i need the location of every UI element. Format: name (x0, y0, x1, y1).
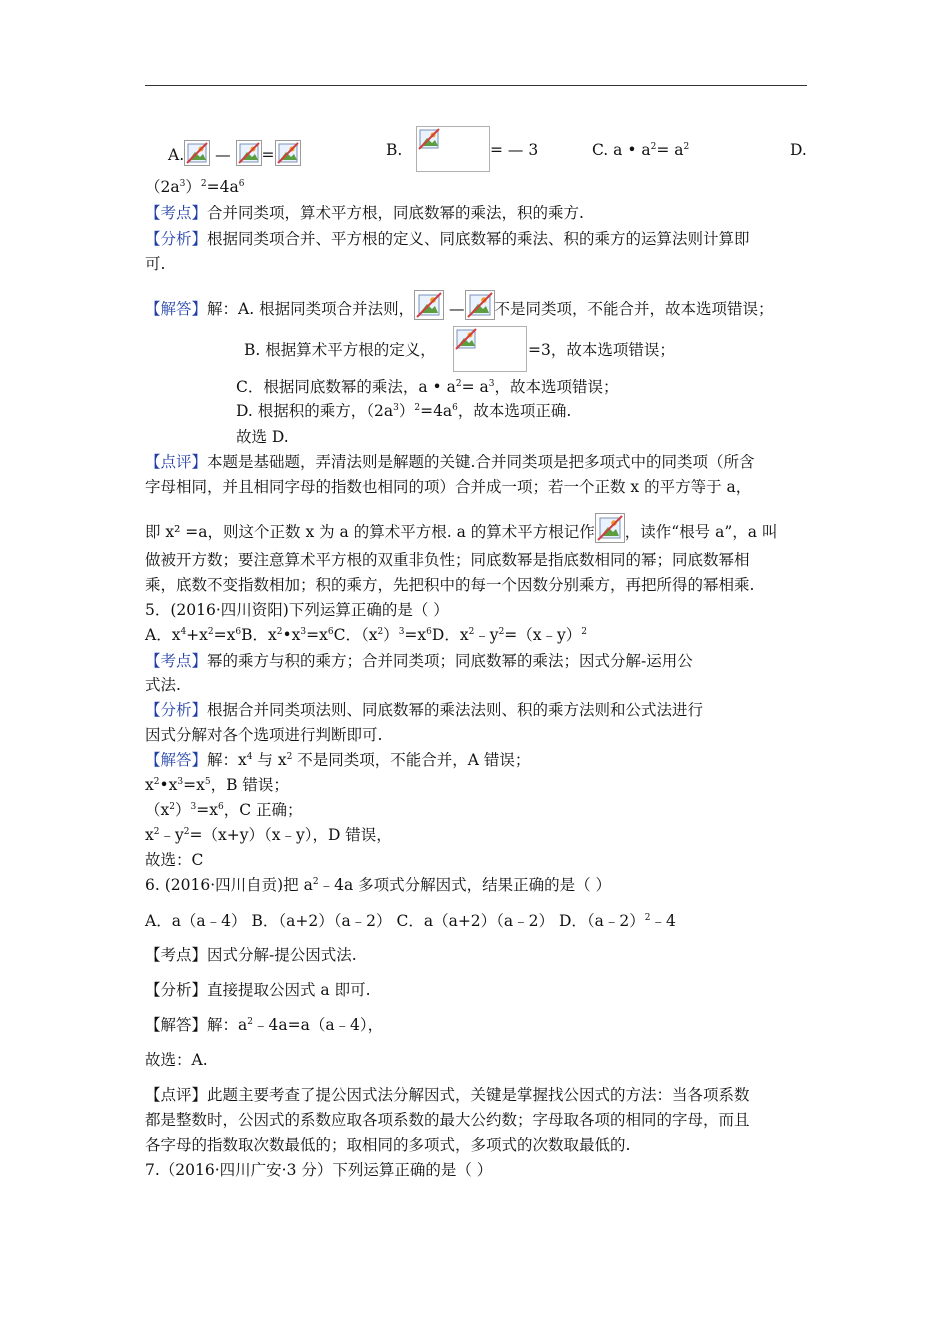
jieda-text: ） (398, 402, 415, 420)
sqrt-image-box (416, 126, 490, 172)
q4-dianping (145, 452, 754, 472)
q6-dianping-1: 【点评】此题主要考查了提公因式法分解因式，关键是掌握找公因式的方法：当各项系数 (145, 1086, 750, 1104)
superscript: 2 (377, 627, 384, 637)
q4-kaodian (145, 203, 584, 223)
jieda-text: 解：A. 根据同类项合并法则， (207, 300, 415, 318)
q5-fenxi-2: 因式分解对各个选项进行判断即可. (145, 726, 383, 744)
superscript: 6 (217, 802, 224, 812)
q4-option-d-label: D. (790, 141, 807, 159)
superscript: 6 (426, 627, 432, 637)
q4-option-d-expr (145, 177, 244, 197)
superscript: 6 (235, 627, 242, 637)
q5-jieda-2 (145, 775, 289, 795)
jieda-text: D. 根据积的乘方，（2a (236, 402, 394, 420)
superscript: 2 (276, 627, 283, 637)
q7-title: 7.（2016·四川广安·3 分）下列运算正确的是（ ） (145, 1161, 493, 1179)
superscript: 6 (327, 627, 334, 637)
q4-fenxi-cont: 可. (145, 255, 166, 273)
q6-jieda (145, 1015, 383, 1035)
opt-text: D．x (431, 626, 469, 644)
superscript: 4 (246, 752, 253, 762)
sqrt-image-box (453, 326, 527, 372)
jieda-text: 不是同类项，不能合并，故本选项错误； (494, 300, 774, 318)
q4-jieda-a (145, 290, 774, 320)
jieda-text: x (145, 826, 154, 844)
superscript: 2 (650, 142, 657, 152)
jieda-text: ，故本选项错误； (494, 378, 619, 396)
q6-options (145, 911, 676, 931)
superscript: 3 (488, 379, 495, 389)
superscript: 2 (455, 379, 462, 389)
q4-jieda-b: B. 根据算术平方根的定义， (244, 341, 436, 359)
opt-text: =x (306, 626, 328, 644)
superscript: 2 (200, 179, 207, 189)
jieda-text: •x (159, 776, 178, 794)
broken-image-icon (184, 140, 210, 166)
superscript: 3 (177, 777, 184, 787)
superscript: 3 (393, 403, 399, 413)
q6-fenxi: 【分析】直接提取公因式 a 即可. (145, 981, 371, 999)
opt-text: B．x (241, 626, 277, 644)
superscript: 4 (180, 627, 187, 637)
jieda-text: 与 x (252, 751, 287, 769)
q5-title: 5．(2016·四川资阳)下列运算正确的是（ ） (145, 601, 449, 619)
jieda-text: =4a (420, 402, 453, 420)
jieda-text: =x (183, 776, 205, 794)
jieda-text: ﹣y (159, 826, 184, 844)
superscript: 2 (683, 142, 690, 152)
q4-guxuan: 故选 D. (236, 428, 289, 446)
jieda-text: ﹣4a=a（a﹣4）， (252, 1016, 384, 1034)
q4-option-b-label: B. (386, 141, 403, 159)
superscript: 3 (179, 179, 186, 189)
kaodian-tag: 【考点】 (145, 652, 208, 670)
broken-image-icon (236, 140, 262, 166)
superscript: 2 (498, 627, 505, 637)
q4-fenxi (145, 229, 750, 249)
q4-dianping-5: 乘，底数不变指数相加；积的乘方，先把积中的每一个因数分别乘方，再把所得的幂相乘. (145, 576, 755, 594)
jieda-tag: 【解答】 (145, 751, 208, 769)
expr-text: =4a (206, 178, 239, 196)
opt-text: •x (282, 626, 301, 644)
opt-text: C．（x (333, 626, 378, 644)
dianping-text: ，读作“根号 a”，a 叫 (624, 523, 778, 541)
q4-options (168, 140, 301, 166)
jieda-text: ，C 正确； (223, 801, 303, 819)
q5-guxuan: 故选：C (145, 851, 204, 869)
superscript: 2 (153, 827, 160, 837)
dianping-text: 本题是基础题，弄清法则是解题的关键.合并同类项是把多项式中的同类项（所含 (207, 453, 755, 471)
q5-jieda-1 (145, 750, 530, 770)
superscript: 2 (183, 827, 190, 837)
superscript: 3 (300, 627, 307, 637)
dianping-tag: 【点评】 (145, 453, 208, 471)
q4-dianping-2: 字母相同，并且相同字母的指数也相同的项）合并成一项；若一个正数 x 的平方等于 a， (145, 478, 752, 496)
expr-text: （2a (145, 178, 180, 196)
q4-option-c (592, 140, 689, 160)
q5-jieda-4 (145, 825, 392, 845)
superscript: 2 (153, 777, 160, 787)
q5-kaodian (145, 651, 693, 671)
jieda-text: ，故本选项正确. (457, 402, 572, 420)
broken-image-icon (465, 290, 495, 320)
jieda-text: x (145, 776, 154, 794)
option-a-label: A. (168, 146, 185, 164)
jieda-text: 解：x (207, 751, 247, 769)
fenxi-text: 根据合并同类项法则、同底数幂的乘法法则、积的乘方法则和公式法进行 (207, 701, 704, 719)
superscript: 5 (204, 777, 211, 787)
dianping-text: 即 x² =a，则这个正数 x 为 a 的算术平方根. a 的算术平方根记作 (145, 523, 595, 541)
q6-dianping-3: 各字母的指数取次数最低的；取相同的多项式，多项式的次数取最低的. (145, 1136, 631, 1154)
superscript: 2 (286, 752, 293, 762)
opt-text: ） (383, 626, 399, 644)
superscript: 6 (452, 403, 458, 413)
broken-image-icon (595, 513, 625, 543)
q4-dianping-4: 做被开方数；要注意算术平方根的双重非负性；同底数幂是指底数相同的幂；同底数幂相 (145, 551, 750, 569)
superscript: 3 (190, 802, 197, 812)
opt-text: =x (213, 626, 236, 644)
option-c-text: C. a • a (592, 141, 651, 159)
q4-dianping-3 (145, 513, 777, 543)
title-text: ﹣4a 多项式分解因式，结果正确的是（ ） (318, 876, 612, 894)
q5-jieda-3 (145, 800, 303, 820)
superscript: 2 (207, 627, 214, 637)
broken-image-icon (414, 290, 444, 320)
jieda-tag: 【解答】 (145, 300, 208, 318)
opt-text: A．x (145, 626, 181, 644)
kaodian-text: 幂的乘方与积的乘方；合并同类项；同底数幂的乘法；因式分解-运用公 (207, 652, 693, 670)
q6-guxuan: 故选：A. (145, 1051, 208, 1069)
expr-text: ） (185, 178, 201, 196)
q4-jieda-b-tail: =3，故本选项错误； (528, 341, 675, 359)
title-text: 6. (2016·四川自贡)把 a (145, 876, 313, 894)
opt-text: A．a（a﹣4） B．（a+2）（a﹣2） C．a（a+2）（a﹣2） D．（a﹣2） (145, 912, 645, 930)
superscript: 2 (169, 802, 175, 812)
q4-jieda-d (236, 401, 571, 421)
jieda-text: C．根据同底数幂的乘法，a • a (236, 378, 456, 396)
broken-image-icon (275, 140, 301, 166)
superscript: 2 (312, 877, 319, 887)
jieda-text: = a (461, 378, 489, 396)
option-c-text: = a (656, 141, 684, 159)
kaodian-tag: 【考点】 (145, 204, 208, 222)
minus-sign: — (215, 146, 231, 164)
fenxi-tag: 【分析】 (145, 701, 208, 719)
q5-options (145, 625, 587, 645)
superscript: 2 (581, 627, 588, 637)
q6-title (145, 875, 611, 895)
fenxi-text: 根据同类项合并、平方根的定义、同底数幂的乘法、积的乘方的运算法则计算即 (207, 230, 750, 248)
jieda-text: ，B 错误； (210, 776, 289, 794)
superscript: 6 (238, 179, 245, 189)
opt-text: =（x﹣y） (504, 626, 582, 644)
jieda-text: =x (196, 801, 218, 819)
q4-jieda-c (236, 377, 618, 397)
opt-text: +x (186, 626, 208, 644)
superscript: 2 (644, 913, 651, 923)
q5-kaodian-2: 式法. (145, 676, 181, 694)
superscript: 3 (398, 627, 405, 637)
equals-sign: = (261, 146, 275, 164)
jieda-text: （x (145, 801, 170, 819)
superscript: 2 (414, 403, 421, 413)
superscript: 2 (247, 1017, 253, 1027)
q5-fenxi (145, 700, 703, 720)
superscript: 2 (468, 627, 475, 637)
fenxi-tag: 【分析】 (145, 230, 208, 248)
jieda-text: 不是同类项，不能合并，A 错误； (292, 751, 531, 769)
jieda-text: =（x+y）（x﹣y），D 错误， (189, 826, 392, 844)
opt-text: ﹣y (474, 626, 499, 644)
minus-sign: — (449, 300, 465, 318)
opt-text: ﹣4 (650, 912, 676, 930)
jieda-text: ） (174, 801, 191, 819)
q6-kaodian: 【考点】因式分解-提公因式法. (145, 946, 357, 964)
q4-option-b-result: = — 3 (490, 141, 539, 159)
jieda-text: 【解答】解：a (145, 1016, 248, 1034)
kaodian-text: 合并同类项，算术平方根，同底数幂的乘法，积的乘方. (207, 204, 584, 222)
opt-text: =x (404, 626, 427, 644)
header-rule (145, 85, 807, 86)
q6-dianping-2: 都是整数时，公因式的系数应取各项系数的最大公约数；字母取各项的相同的字母，而且 (145, 1111, 750, 1129)
